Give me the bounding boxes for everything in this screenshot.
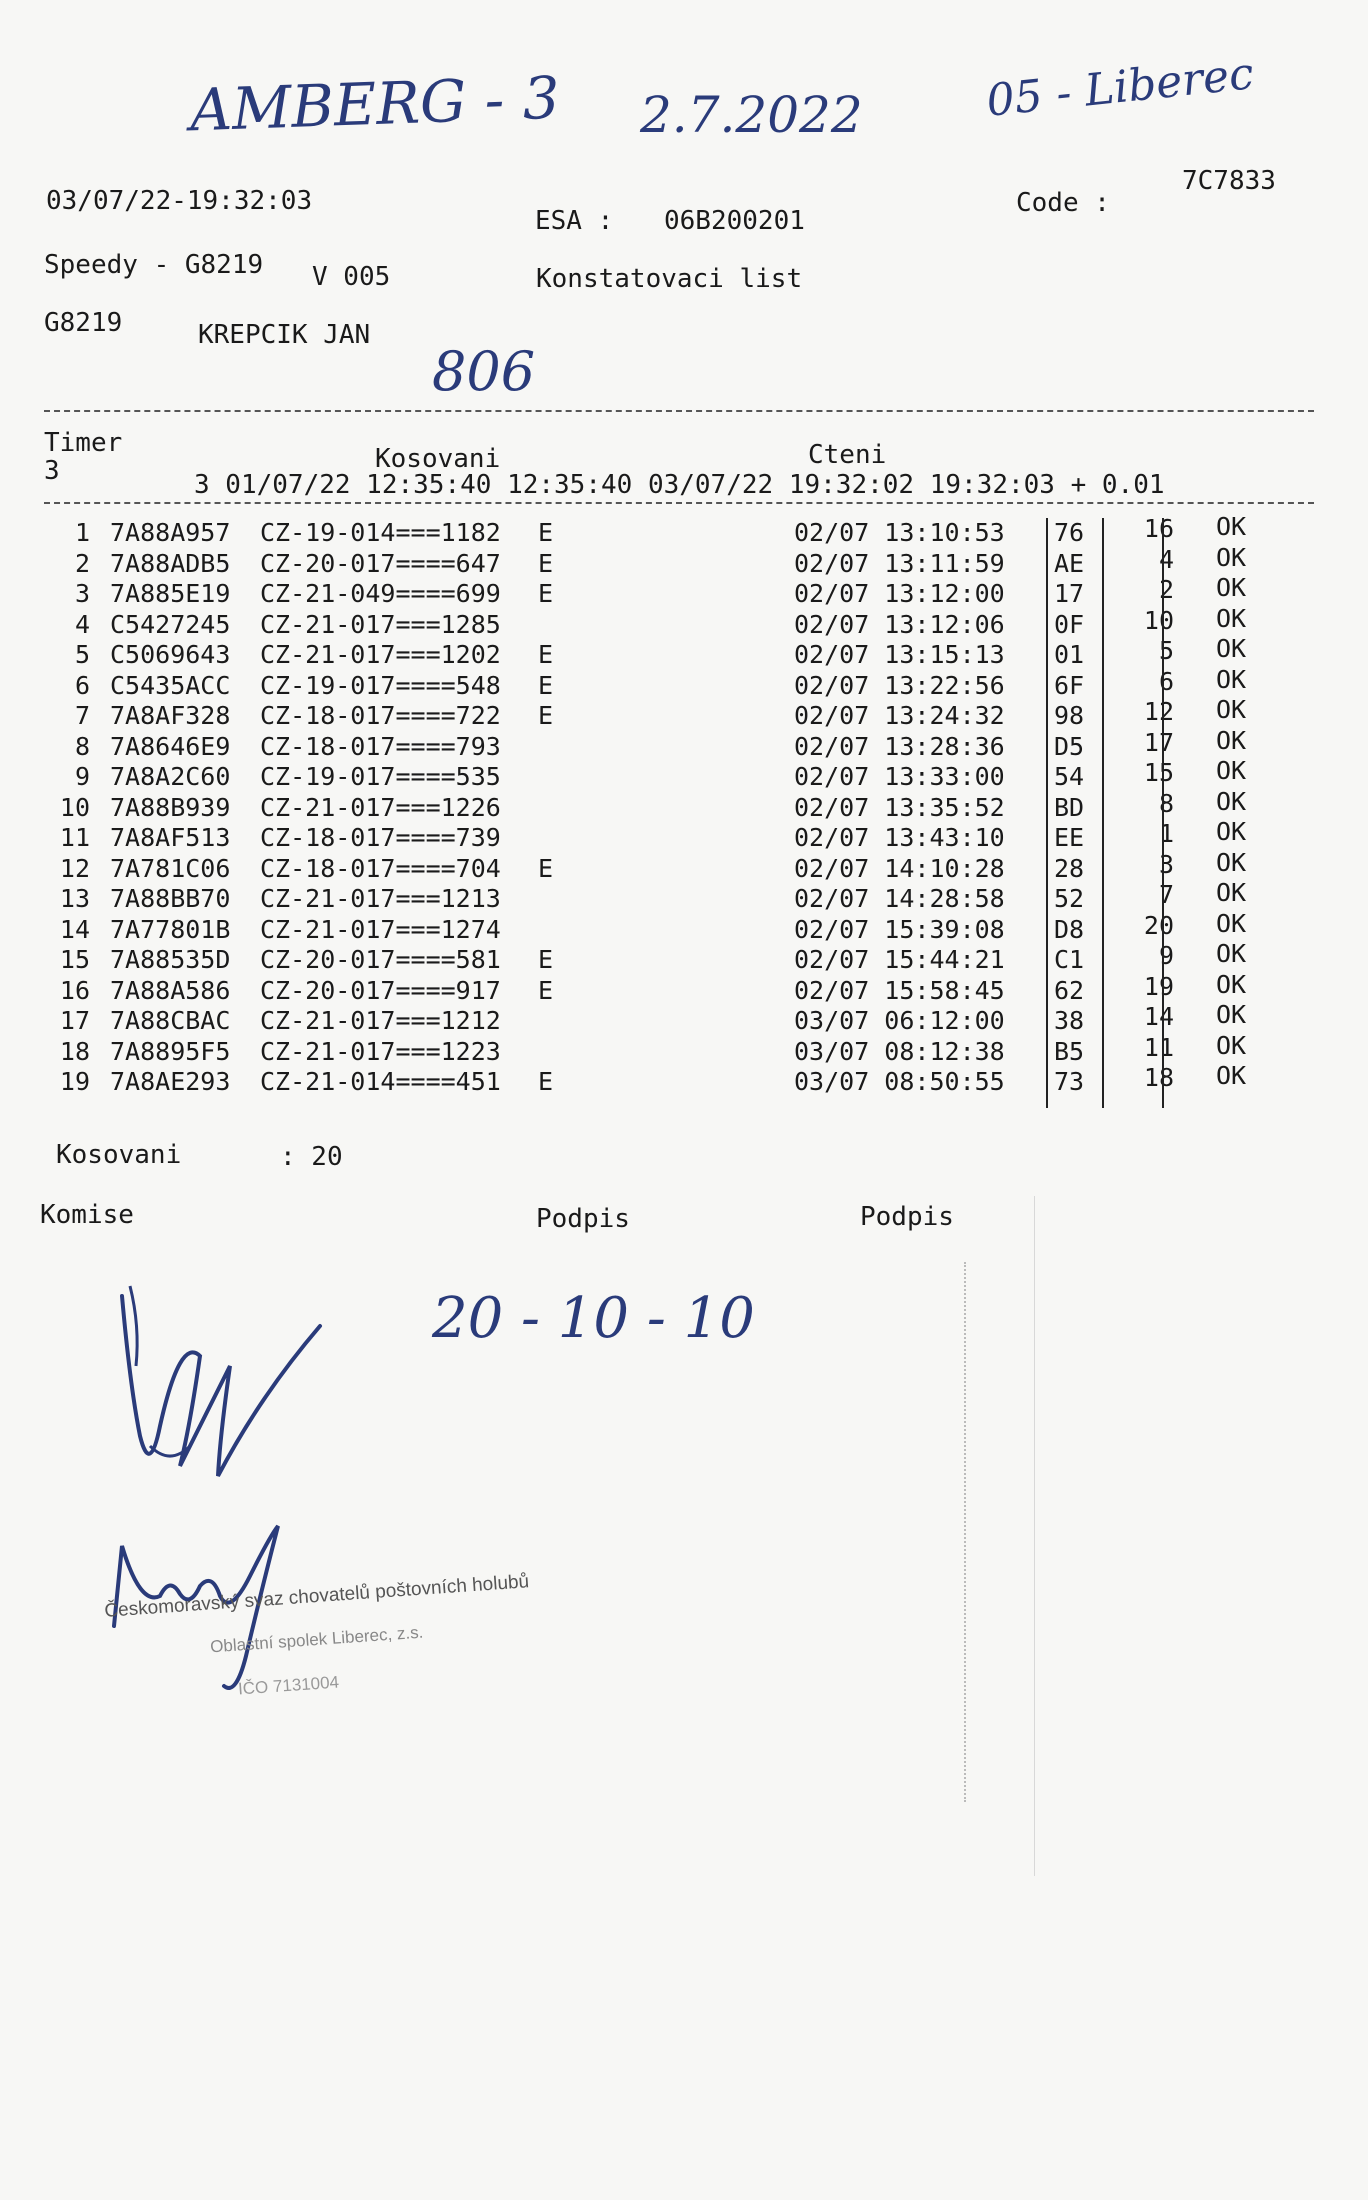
code-label: Code :: [1016, 188, 1110, 218]
chip-id: C5427245: [110, 609, 231, 639]
arrival-time: 02/07 13:35:52: [794, 792, 1005, 822]
table-row: [44, 817, 1284, 854]
status-ok: OK: [1216, 1061, 1247, 1090]
table-row: [44, 664, 1284, 702]
ring-number: CZ-18-017====722: [260, 701, 501, 730]
arrival-time: 02/07 13:28:36: [794, 731, 1005, 761]
table-row: [44, 634, 1284, 671]
position: 6: [1158, 666, 1174, 696]
row-number: 2: [74, 548, 90, 578]
code-value: 7C7833: [1182, 166, 1276, 196]
status-ok: OK: [1216, 939, 1247, 968]
ring-number: CZ-21-014====451: [260, 1067, 501, 1096]
arrival-time: 02/07 13:22:56: [794, 670, 1005, 700]
chip-id: 7A88B939: [110, 792, 231, 822]
position: 5: [1158, 636, 1174, 665]
status-ok: OK: [1216, 542, 1247, 572]
check-code: 17: [1054, 579, 1085, 608]
arrival-time: 03/07 06:12:00: [794, 1006, 1005, 1035]
ring-number: CZ-21-017===1285: [260, 609, 501, 639]
status-ok: OK: [1216, 664, 1247, 694]
e-flag: E: [538, 945, 554, 974]
kosovani-footer-value: : 20: [280, 1142, 343, 1172]
handwritten-number: 806: [432, 340, 536, 403]
table-row: [44, 1061, 1284, 1098]
arrival-time: 02/07 13:11:59: [794, 548, 1005, 578]
chip-id: C5069643: [110, 640, 231, 669]
check-code: D5: [1054, 731, 1085, 761]
chip-id: 7A88ADB5: [110, 548, 231, 578]
table-row: [44, 603, 1284, 641]
table-row: [44, 847, 1284, 885]
position: 9: [1158, 941, 1174, 970]
ring-number: CZ-18-017====704: [260, 853, 501, 883]
check-code: 62: [1054, 975, 1085, 1005]
timer-line: 3 01/07/22 12:35:40 12:35:40 03/07/22 19:32:02 19:32:03 + 0.01: [194, 470, 1165, 500]
komise-label: Komise: [40, 1200, 134, 1230]
table-row: [44, 756, 1284, 793]
row-number: 10: [59, 792, 90, 822]
chip-id: 7A88CBAC: [110, 1006, 231, 1035]
device-label: Speedy - G8219: [44, 250, 264, 280]
check-code: 98: [1054, 701, 1085, 730]
arrival-time: 02/07 13:15:13: [794, 640, 1005, 669]
chip-id: 7A885E19: [110, 579, 231, 608]
table-row: [44, 512, 1284, 549]
table-row: [44, 573, 1284, 610]
cteni-header: Cteni: [808, 440, 887, 470]
check-code: C1: [1054, 945, 1085, 974]
e-flag: E: [538, 579, 554, 608]
e-flag: E: [538, 975, 554, 1005]
row-number: 12: [59, 853, 90, 883]
chip-id: 7A8AF328: [110, 701, 231, 730]
ring-number: CZ-21-017===1202: [260, 640, 501, 669]
arrival-time: 02/07 14:10:28: [794, 853, 1005, 883]
table-row: [44, 969, 1284, 1007]
position: 4: [1158, 544, 1174, 574]
row-number: 14: [59, 914, 90, 944]
kosovani-footer-label: Kosovani: [56, 1140, 182, 1170]
table-row: [44, 542, 1284, 580]
row-number: 16: [59, 975, 90, 1005]
check-code: 38: [1054, 1006, 1085, 1035]
ring-number: CZ-21-017===1223: [260, 1036, 501, 1066]
check-code: 01: [1054, 640, 1085, 669]
position: 20: [1143, 910, 1174, 940]
position: 16: [1143, 514, 1174, 543]
row-number: 1: [74, 518, 90, 547]
table-row: [44, 1000, 1284, 1037]
chip-id: C5435ACC: [110, 670, 231, 700]
ring-number: CZ-19-017====535: [260, 762, 501, 791]
row-number: 8: [74, 731, 90, 761]
arrival-time: 02/07 13:12:06: [794, 609, 1005, 639]
table-row: [44, 695, 1284, 732]
status-ok: OK: [1216, 1000, 1247, 1029]
e-flag: E: [538, 670, 554, 700]
position: 8: [1158, 788, 1174, 818]
ring-number: CZ-21-049====699: [260, 579, 501, 608]
handwritten-org: 05 - Liberec: [984, 48, 1256, 127]
status-ok: OK: [1216, 1030, 1247, 1060]
status-ok: OK: [1216, 634, 1247, 663]
position: 19: [1143, 971, 1174, 1001]
row-number: 17: [59, 1006, 90, 1035]
row-number: 19: [59, 1067, 90, 1096]
arrival-time: 02/07 13:10:53: [794, 518, 1005, 547]
arrival-time: 02/07 15:44:21: [794, 945, 1005, 974]
position: 18: [1143, 1063, 1174, 1092]
row-number: 13: [59, 884, 90, 913]
arrival-time: 02/07 13:33:00: [794, 762, 1005, 791]
column-divider-ok: [1162, 518, 1164, 1108]
status-ok: OK: [1216, 725, 1247, 755]
column-divider-right: [1102, 518, 1104, 1108]
arrival-table: [44, 512, 1284, 1098]
chip-id: 7A781C06: [110, 853, 231, 883]
divider-timer: [44, 502, 1314, 504]
handwritten-title: AMBERG - 3: [188, 63, 561, 145]
check-code: D8: [1054, 914, 1085, 944]
position: 7: [1158, 880, 1174, 909]
chip-id: 7A88535D: [110, 945, 231, 974]
esa-value: 06B200201: [664, 206, 805, 236]
arrival-time: 03/07 08:50:55: [794, 1067, 1005, 1096]
check-code: 73: [1054, 1067, 1085, 1096]
check-code: AE: [1054, 548, 1085, 578]
timer-label: Timer: [44, 428, 123, 458]
position: 10: [1143, 605, 1174, 635]
column-divider-left: [1046, 518, 1048, 1108]
check-code: 54: [1054, 762, 1085, 791]
check-code: 76: [1054, 518, 1085, 547]
table-row: [44, 725, 1284, 763]
row-number: 18: [59, 1036, 90, 1066]
arrival-time: 02/07 15:58:45: [794, 975, 1005, 1005]
status-ok: OK: [1216, 695, 1247, 724]
arrival-time: 02/07 13:24:32: [794, 701, 1005, 730]
handwritten-date: 2.7.2022: [640, 86, 863, 144]
row-number: 6: [74, 670, 90, 700]
status-ok: OK: [1216, 603, 1247, 633]
print-timestamp: 03/07/22-19:32:03: [46, 186, 313, 216]
chip-id: 7A88A586: [110, 975, 231, 1005]
arrival-time: 02/07 15:39:08: [794, 914, 1005, 944]
position: 2: [1158, 575, 1174, 604]
chip-id: 7A8895F5: [110, 1036, 231, 1066]
table-row: [44, 878, 1284, 915]
stamp-line-2: Oblastní spolek Liberec, z.s.: [209, 1622, 424, 1657]
status-ok: OK: [1216, 969, 1247, 999]
ring-number: CZ-18-017====739: [260, 823, 501, 852]
kosovani-header: Kosovani: [375, 444, 501, 474]
e-flag: E: [538, 701, 554, 730]
chip-id: 7A8AF513: [110, 823, 231, 852]
row-number: 3: [74, 579, 90, 608]
esa-label: ESA :: [535, 206, 614, 236]
ring-number: CZ-21-017===1212: [260, 1006, 501, 1035]
arrival-time: 02/07 14:28:58: [794, 884, 1005, 913]
chip-id: 7A8AE293: [110, 1067, 231, 1096]
position: 17: [1143, 727, 1174, 757]
row-number: 9: [74, 762, 90, 791]
ring-number: CZ-20-017====581: [260, 945, 501, 974]
page-fold: [1034, 1196, 1035, 1876]
e-flag: E: [538, 1067, 554, 1096]
row-number: 5: [74, 640, 90, 669]
position: 12: [1143, 697, 1174, 726]
status-ok: OK: [1216, 878, 1247, 907]
ring-number: CZ-18-017====793: [260, 731, 501, 761]
chip-id: 7A77801B: [110, 914, 231, 944]
chip-id: 7A88A957: [110, 518, 231, 547]
check-code: 0F: [1054, 609, 1085, 639]
ring-number: CZ-21-017===1213: [260, 884, 501, 913]
table-row: [44, 786, 1284, 824]
status-ok: OK: [1216, 817, 1247, 846]
row-number: 11: [59, 823, 90, 852]
row-number: 15: [59, 945, 90, 974]
handwritten-commission-note: 20 - 10 - 10: [432, 1286, 755, 1351]
position: 15: [1143, 758, 1174, 787]
check-code: 28: [1054, 853, 1085, 883]
arrival-time: 02/07 13:12:00: [794, 579, 1005, 608]
position: 11: [1143, 1032, 1174, 1062]
check-code: BD: [1054, 792, 1085, 822]
table-row: [44, 1030, 1284, 1068]
e-flag: E: [538, 548, 554, 578]
check-code: 6F: [1054, 670, 1085, 700]
podpis-label-2: Podpis: [860, 1202, 954, 1232]
arrival-time: 02/07 13:43:10: [794, 823, 1005, 852]
divider-top: [44, 410, 1314, 412]
chip-id: 7A88BB70: [110, 884, 231, 913]
check-code: B5: [1054, 1036, 1085, 1066]
member-id: G8219: [44, 308, 123, 338]
timer-value: 3: [44, 456, 60, 486]
status-ok: OK: [1216, 756, 1247, 785]
perforation-line: [964, 1262, 966, 1802]
podpis-label-1: Podpis: [536, 1204, 630, 1234]
row-number: 7: [74, 701, 90, 730]
signature-1-icon: [110, 1266, 370, 1526]
table-row: [44, 939, 1284, 976]
status-ok: OK: [1216, 512, 1247, 541]
e-flag: E: [538, 518, 554, 547]
ring-number: CZ-19-017====548: [260, 670, 501, 700]
chip-id: 7A8A2C60: [110, 762, 231, 791]
status-ok: OK: [1216, 786, 1247, 816]
stamp-line-3: IČO 7131004: [237, 1672, 340, 1699]
ring-number: CZ-20-017====647: [260, 548, 501, 578]
ring-number: CZ-19-014===1182: [260, 518, 501, 547]
status-ok: OK: [1216, 847, 1247, 877]
chip-id: 7A8646E9: [110, 731, 231, 761]
ring-number: CZ-21-017===1274: [260, 914, 501, 944]
member-name: KREPCIK JAN: [198, 320, 371, 350]
e-flag: E: [538, 853, 554, 883]
check-code: 52: [1054, 884, 1085, 913]
check-code: EE: [1054, 823, 1085, 852]
status-ok: OK: [1216, 573, 1247, 602]
position: 14: [1143, 1002, 1174, 1031]
status-ok: OK: [1216, 908, 1247, 938]
e-flag: E: [538, 640, 554, 669]
ring-number: CZ-21-017===1226: [260, 792, 501, 822]
row-number: 4: [74, 609, 90, 639]
position: 3: [1158, 849, 1174, 879]
ring-number: CZ-20-017====917: [260, 975, 501, 1005]
document-title: Konstatovaci list: [536, 264, 803, 294]
position: 1: [1158, 819, 1174, 848]
arrival-time: 03/07 08:12:38: [794, 1036, 1005, 1066]
stamp-line-1: Českomoravský svaz chovatelů poštovních holubů: [103, 1571, 530, 1622]
table-row: [44, 908, 1284, 946]
device-version: V 005: [312, 262, 391, 292]
